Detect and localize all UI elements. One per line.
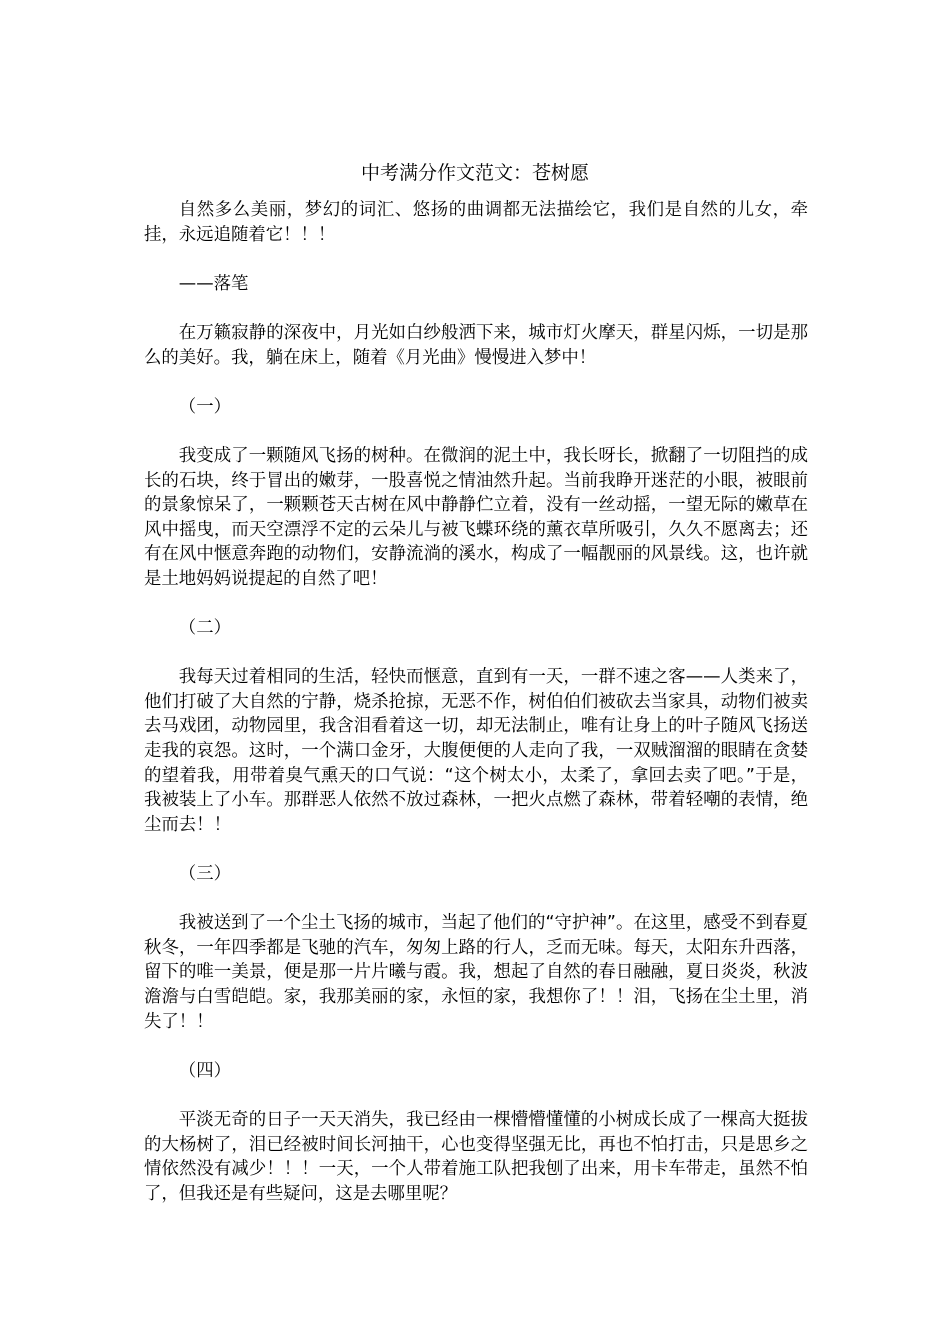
paragraph-section-1: 我变成了一颗随风飞扬的树种。在微润的泥土中，我长呀长，掀翻了一切阻挡的成长的石块，终于冒出的嫩芽，一股喜悦之情油然升起。当前我睁开迷茫的小眼，被眼前的景象惊呆了，一颗颗苍天古树在风中静静伫立着，没有一丝动摇，一望无际的嫩草在风中摇曳，而天空漂浮不定的云朵儿与被飞蝶环绕的薰衣草所吸引，久久不愿离去；还有在风中惬意奔跑的动物们，安静流淌的溪水，构成了一幅靓丽的风景线。这，也许就是土地妈妈说提起的自然了吧！ [144, 445, 808, 589]
section-heading-3: （三） [178, 864, 231, 885]
paragraph-section-2: 我每天过着相同的生活，轻快而惬意，直到有一天，一群不速之客——人类来了，他们打破了大自然的宁静，烧杀抢掠，无恶不作，树伯伯们被砍去当家具，动物们被卖去马戏团，动物园里，我含泪看着这一切，却无法制止，唯有让身上的叶子随风飞扬送走我的哀怨。这时，一个满口金牙，大腹便便的人走向了我，一双贼溜溜的眼睛在贪婪的望着我，用带着臭气熏天的口气说：“这个树太小，太柔了，拿回去卖了吧。”于是，我被装上了小车。那群恶人依然不放过森林，一把火点燃了森林，带着轻嘲的表情，绝尘而去！！ [144, 667, 808, 835]
paragraph-byline: ——落笔 [178, 273, 249, 294]
section-heading-1: （一） [178, 396, 231, 417]
section-heading-2: （二） [178, 618, 231, 639]
paragraph-section-4: 平淡无奇的日子一天天消失，我已经由一棵懵懵懂懂的小树成长成了一棵高大挺拔的大杨树了，泪已经被时间长河抽干，心也变得坚强无比，再也不怕打击，只是思乡之情依然没有减少！！！一天，一个人带着施工队把我刨了出来，用卡车带走，虽然不怕了，但我还是有些疑问，这是去哪里呢？ [144, 1109, 808, 1204]
paragraph-opening: 在万籁寂静的深夜中，月光如白纱般洒下来，城市灯火摩天，群星闪烁，一切是那么的美好。我，躺在床上，随着《月光曲》慢慢进入梦中！ [144, 322, 808, 368]
article-body [144, 198, 808, 1206]
paragraph-section-3: 我被送到了一个尘土飞扬的城市，当起了他们的“守护神”。在这里，感受不到春夏秋冬，一年四季都是飞驰的汽车，匆匆上路的行人，乏而无味。每天，太阳东升西落，留下的唯一美景，便是那一片片曦与霞。我，想起了自然的春日融融，夏日炎炎，秋波澹澹与白雪皑皑。家，我那美丽的家，永恒的家，我想你了！！泪，飞扬在尘土里，消失了！！ [144, 913, 808, 1032]
section-heading-4: （四） [178, 1060, 231, 1081]
paragraph-intro: 自然多么美丽，梦幻的词汇、悠扬的曲调都无法描绘它，我们是自然的儿女，牵挂，永远追随着它！！！ [144, 200, 808, 245]
page-title: 中考满分作文范文：苍树愿 [360, 162, 589, 184]
